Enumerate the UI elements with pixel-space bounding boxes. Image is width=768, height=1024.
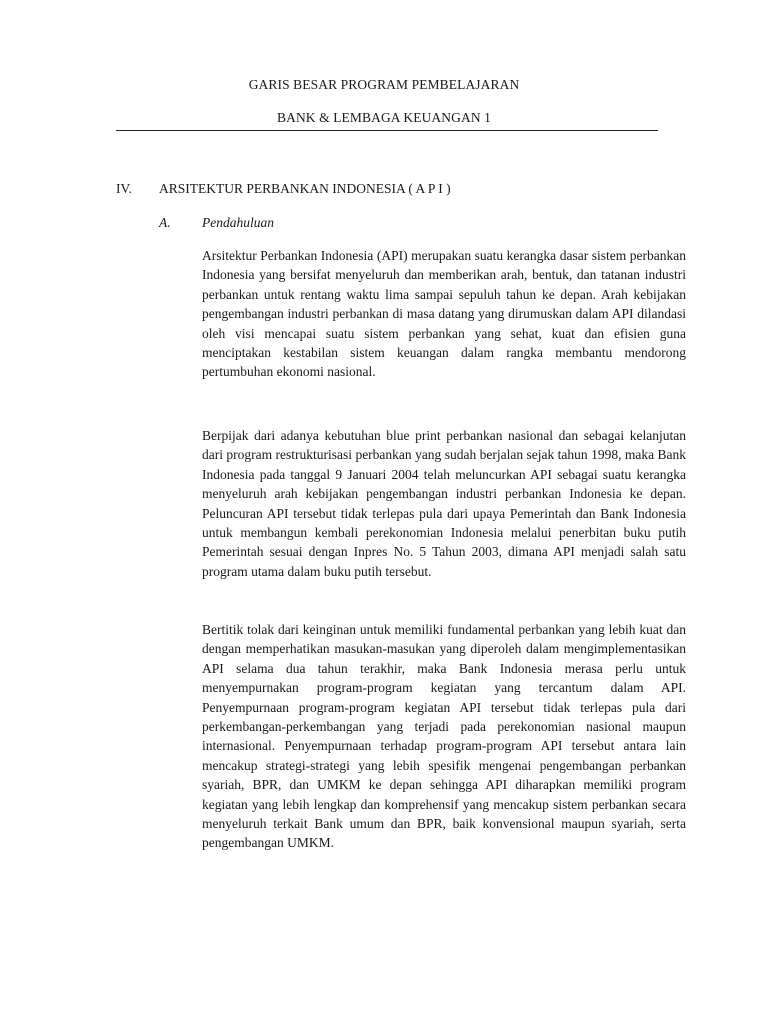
subsection-letter: A.: [159, 215, 171, 230]
section-number: IV.: [116, 181, 132, 196]
paragraph-1: Arsitektur Perbankan Indonesia (API) merupakan suatu kerangka dasar sistem perbankan Indonesia yang bersifat menyeluruh dan memberikan arah, bentuk, dan tatanan industri perbankan untuk rentang waktu lima sampai sepuluh tahun ke depan. Arah kebijakan pengembangan industri perbankan di masa datang yang dirumuskan dalam API dilandasi oleh visi mencapai suatu sistem perbankan yang sehat, kuat dan efisien guna menciptakan kestabilan sistem keuangan dalam rangka membantu mendorong pertumbuhan ekonomi nasional.: [202, 248, 686, 380]
course-title: BANK & LEMBAGA KEUANGAN 1: [277, 110, 491, 125]
paragraph-2: Berpijak dari adanya kebutuhan blue print perbankan nasional dan sebagai kelanjutan dari program restrukturisasi perbankan yang sudah berjalan sejak tahun 1998, maka Bank Indonesia pada tanggal 9 Januari 2004 telah meluncurkan API sebagai suatu kerangka menyeluruh arah kebijakan pengembangan industri perbankan Indonesia ke depan. Peluncuran API tersebut tidak terlepas pula dari upaya Pemerintah dan Bank Indonesia untuk membangun kembali perekonomian Indonesia melalui penerbitan buku putih Pemerintah sesuai dengan Inpres No. 5 Tahun 2003, dimana API menjadi salah satu program utama dalam buku putih tersebut.: [202, 428, 686, 579]
header-divider: [116, 130, 658, 131]
paragraph-3: Bertitik tolak dari keinginan untuk memiliki fundamental perbankan yang lebih kuat dan dengan memperhatikan masukan-masukan yang diperoleh dalam mengimplementasikan API selama dua tahun terakhir, maka Bank Indonesia merasa perlu untuk menyempurnakan program-program kegiatan yang tercantum dalam API. Penyempurnaan program-program kegiatan API tersebut tidak terlepas pula dari perkembangan-perkembangan yang terjadi pada perekonomian nasional maupun internasional. Penyempurnaan terhadap program-program API tersebut antara lain mencakup strategi-strategi yang lebih spesifik mengenai pengembangan perbankan syariah, BPR, dan UMKM ke depan sehingga API diharapkan memiliki program kegiatan yang lebih lengkap dan komprehensif yang mencakup sistem perbankan secara menyeluruh terkait Bank umum dan BPR, baik konvensional maupun syariah, serta pengembangan UMKM.: [202, 622, 686, 851]
subsection-title: Pendahuluan: [202, 215, 274, 230]
section-title: ARSITEKTUR PERBANKAN INDONESIA ( A P I ): [159, 181, 451, 196]
document-title: GARIS BESAR PROGRAM PEMBELAJARAN: [248, 77, 520, 92]
